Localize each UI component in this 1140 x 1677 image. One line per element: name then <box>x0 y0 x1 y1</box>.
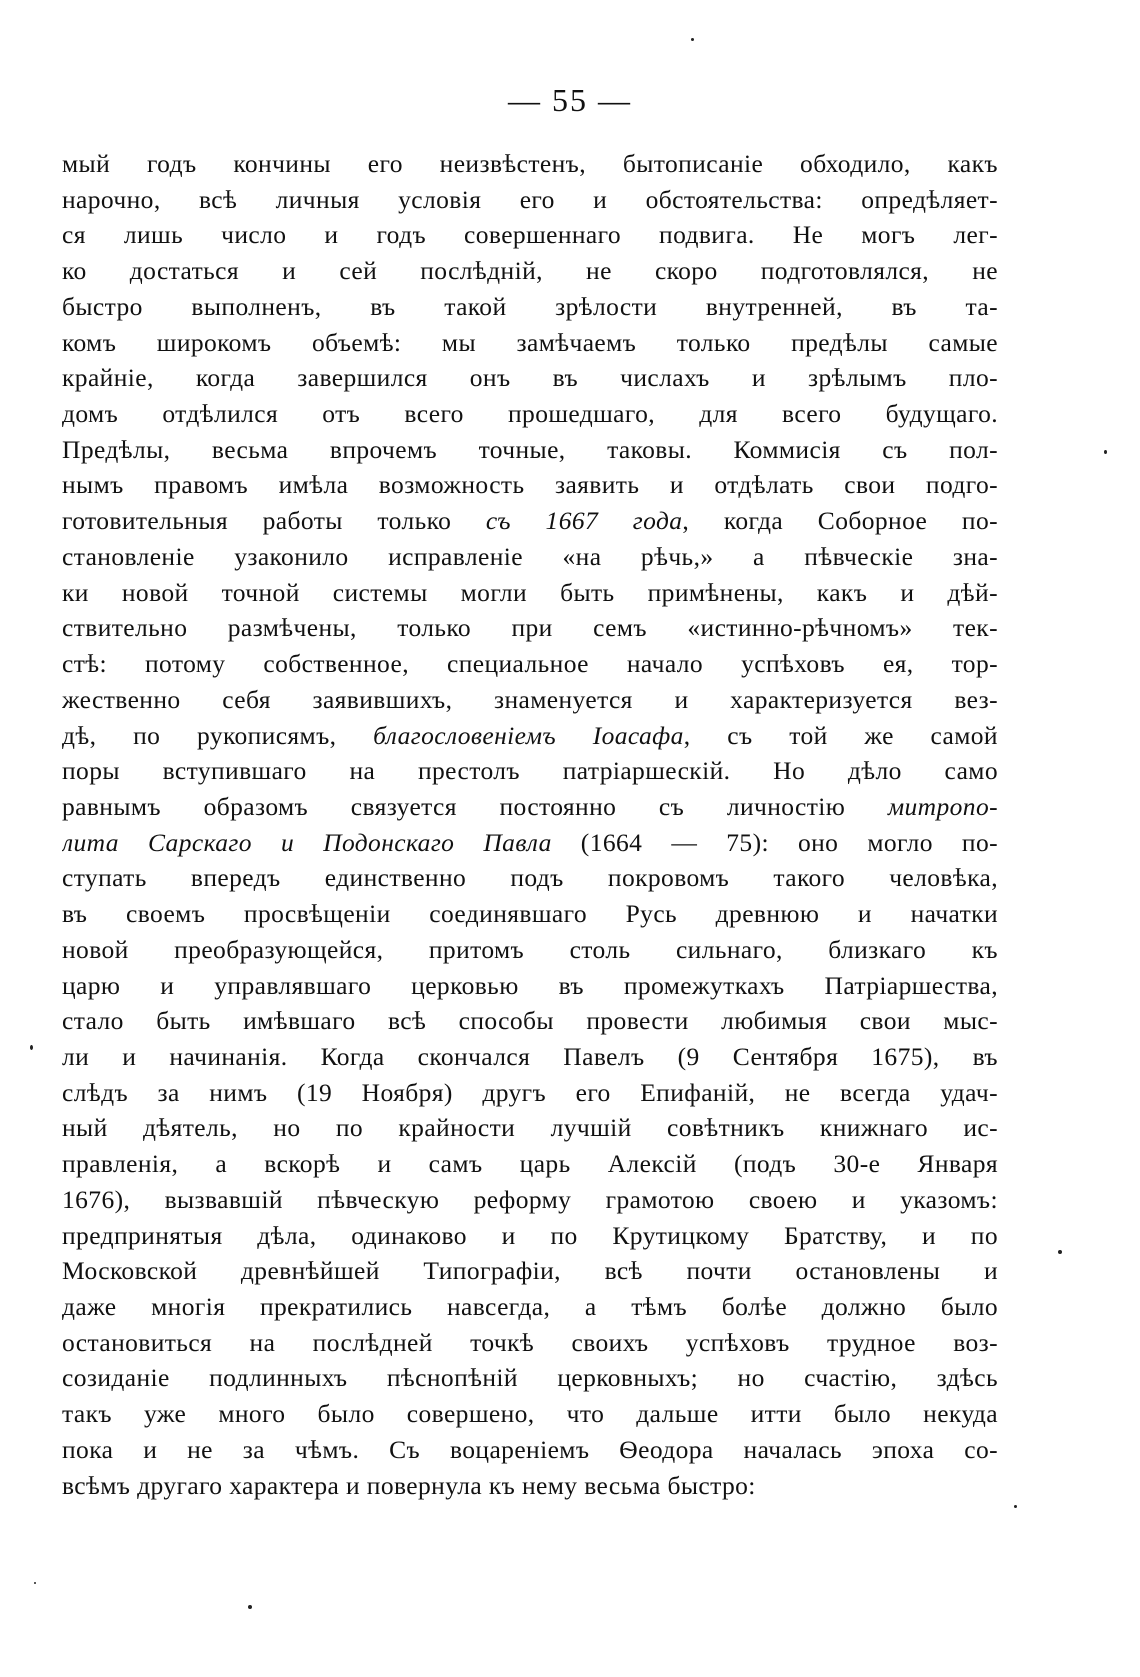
text-segment: ный дѣятель, но по крайности лучшій совѣтникъ книжнаго ис- <box>62 1113 998 1143</box>
scan-speck <box>248 1605 252 1609</box>
text-line <box>62 610 998 646</box>
text-segment: предпринятыя дѣла, одинаково и по Крутицкому Братству, и по <box>62 1220 998 1250</box>
text-line <box>62 1468 998 1504</box>
text-line <box>62 1253 998 1289</box>
text-segment: ки новой точной системы могли быть примѣнены, какъ и дѣй- <box>62 577 998 607</box>
text-line <box>62 467 998 503</box>
italic-text: съ 1667 года <box>485 506 683 536</box>
text-segment: , когда Соборное по- <box>682 506 998 536</box>
text-segment: ствительно размѣчены, только при семъ «истинно-рѣчномъ» тек- <box>62 613 998 643</box>
text-segment: всѣмъ другаго характера и повернула къ нему весьма быстро: <box>62 1470 756 1500</box>
text-segment: созиданіе подлинныхъ пѣснопѣній церковныхъ; но счастію, здѣсь <box>62 1363 998 1393</box>
text-line <box>62 789 998 825</box>
italic-text: лита Сарскаго и Подонскаго Павла <box>62 827 552 857</box>
text-line <box>62 1039 998 1075</box>
text-line <box>62 1003 998 1039</box>
text-segment: ся лишь число и годъ совершеннаго подвига. Не могъ лег- <box>62 220 998 250</box>
scan-speck <box>34 1582 36 1584</box>
text-line <box>62 217 998 253</box>
italic-text: митропо- <box>887 791 998 821</box>
text-segment: въ своемъ просвѣщеніи соединявшаго Русь древнюю и начатки <box>62 899 998 929</box>
text-segment: остановиться на послѣдней точкѣ своихъ успѣховъ трудное воз- <box>62 1327 998 1357</box>
text-line <box>62 325 998 361</box>
text-segment: домъ отдѣлился отъ всего прошедшаго, для всего будущаго. <box>62 399 998 429</box>
text-line <box>62 360 998 396</box>
text-line <box>62 825 998 861</box>
text-segment: даже многія прекратились навсегда, а тѣмъ болѣе должно было <box>62 1292 998 1321</box>
text-segment: пока и не за чѣмъ. Съ воцареніемъ Ѳеодора началась эпоха со- <box>62 1434 998 1464</box>
text-segment: жественно себя заявившихъ, знаменуется и характеризуется вез- <box>62 684 998 714</box>
text-segment: готовительныя работы только <box>62 506 486 536</box>
text-segment: Предѣлы, весьма впрочемъ точные, таковы. Коммисія съ пол- <box>62 434 998 464</box>
text-line <box>62 396 998 432</box>
text-segment: крайніе, когда завершился онъ въ числахъ и зрѣлымъ пло- <box>62 363 998 393</box>
text-line <box>62 182 998 218</box>
text-line <box>62 1360 998 1396</box>
text-line <box>62 1289 998 1325</box>
text-line <box>62 718 998 754</box>
text-line <box>62 1110 998 1146</box>
text-line <box>62 1325 998 1361</box>
text-line <box>62 1432 998 1468</box>
text-line <box>62 968 998 1004</box>
text-segment: такъ уже много было совершено, что дальше итти было некуда <box>62 1399 998 1429</box>
text-segment: ко достаться и сей послѣдній, не скоро подготовлялся, не <box>62 256 998 286</box>
text-line <box>62 1182 998 1218</box>
text-segment: ли и начинанія. Когда скончался Павелъ (9 Сентября 1675), въ <box>62 1041 998 1071</box>
text-segment: царю и управлявшаго церковью въ промежуткахъ Патріаршества, <box>62 970 998 1000</box>
scan-speck <box>1104 450 1107 454</box>
text-line <box>62 289 998 325</box>
text-segment: становленіе узаконило исправленіе «на рѣчь,» а пѣвческіе зна- <box>62 541 998 571</box>
scan-speck <box>30 1045 33 1050</box>
text-line <box>62 1075 998 1111</box>
text-segment: слѣдъ за нимъ (19 Ноября) другъ его Епифаній, не всегда удач- <box>62 1077 998 1107</box>
text-segment: мый годъ кончины его неизвѣстенъ, бытописаніе обходило, какъ <box>62 149 998 178</box>
text-line <box>62 1218 998 1254</box>
text-segment: дѣ, по рукописямъ, <box>62 720 374 750</box>
text-line <box>62 646 998 682</box>
text-segment: быстро выполненъ, въ такой зрѣлости внутренней, въ та- <box>62 291 998 321</box>
text-line <box>62 146 998 182</box>
text-segment: нымъ правомъ имѣла возможность заявить и отдѣлать свои подго- <box>62 470 998 500</box>
text-line <box>62 1146 998 1182</box>
text-line <box>62 575 998 611</box>
text-segment: Московской древнѣйшей Типографіи, всѣ почти остановлены и <box>62 1256 998 1286</box>
text-line <box>62 753 998 789</box>
text-segment: нарочно, всѣ личныя условія его и обстоятельства: опредѣляет- <box>62 184 998 214</box>
text-segment: правленія, а вскорѣ и самъ царь Алексій (подъ 30-е Января <box>62 1149 998 1179</box>
text-line <box>62 1396 998 1432</box>
text-line <box>62 539 998 575</box>
scan-speck <box>691 38 694 41</box>
text-segment: ступать впередъ единственно подъ покровомъ такого человѣка, <box>62 863 998 893</box>
scan-speck <box>1014 1505 1017 1508</box>
text-segment: 1676), вызвавшій пѣвческую реформу грамотою своею и указомъ: <box>62 1184 998 1214</box>
italic-text: благословеніемъ Іоасафа <box>373 720 684 750</box>
text-line <box>62 432 998 468</box>
text-segment: стѣ: потому собственное, специальное начало успѣховъ ея, тор- <box>62 649 998 679</box>
text-segment: поры вступившаго на престолъ патріаршескій. Но дѣло само <box>62 756 998 786</box>
text-segment: новой преобразующейся, притомъ столь сильнаго, близкаго къ <box>62 934 998 964</box>
body-text <box>62 146 998 1503</box>
text-segment: (1664 — 75): оно могло по- <box>551 827 998 857</box>
text-line <box>62 682 998 718</box>
text-segment: равнымъ образомъ связуется постоянно съ личностію <box>62 791 888 821</box>
text-line <box>62 932 998 968</box>
text-line <box>62 860 998 896</box>
text-line <box>62 253 998 289</box>
text-segment: , съ той же самой <box>683 720 998 750</box>
text-line <box>62 503 998 539</box>
text-segment: стало быть имѣвшаго всѣ способы провести любимыя свои мыс- <box>62 1006 998 1036</box>
text-line <box>62 896 998 932</box>
page-number: — 55 — <box>508 82 632 118</box>
text-segment: комъ широкомъ объемѣ: мы замѣчаемъ только предѣлы самые <box>62 327 998 357</box>
scan-speck <box>1058 1250 1062 1254</box>
